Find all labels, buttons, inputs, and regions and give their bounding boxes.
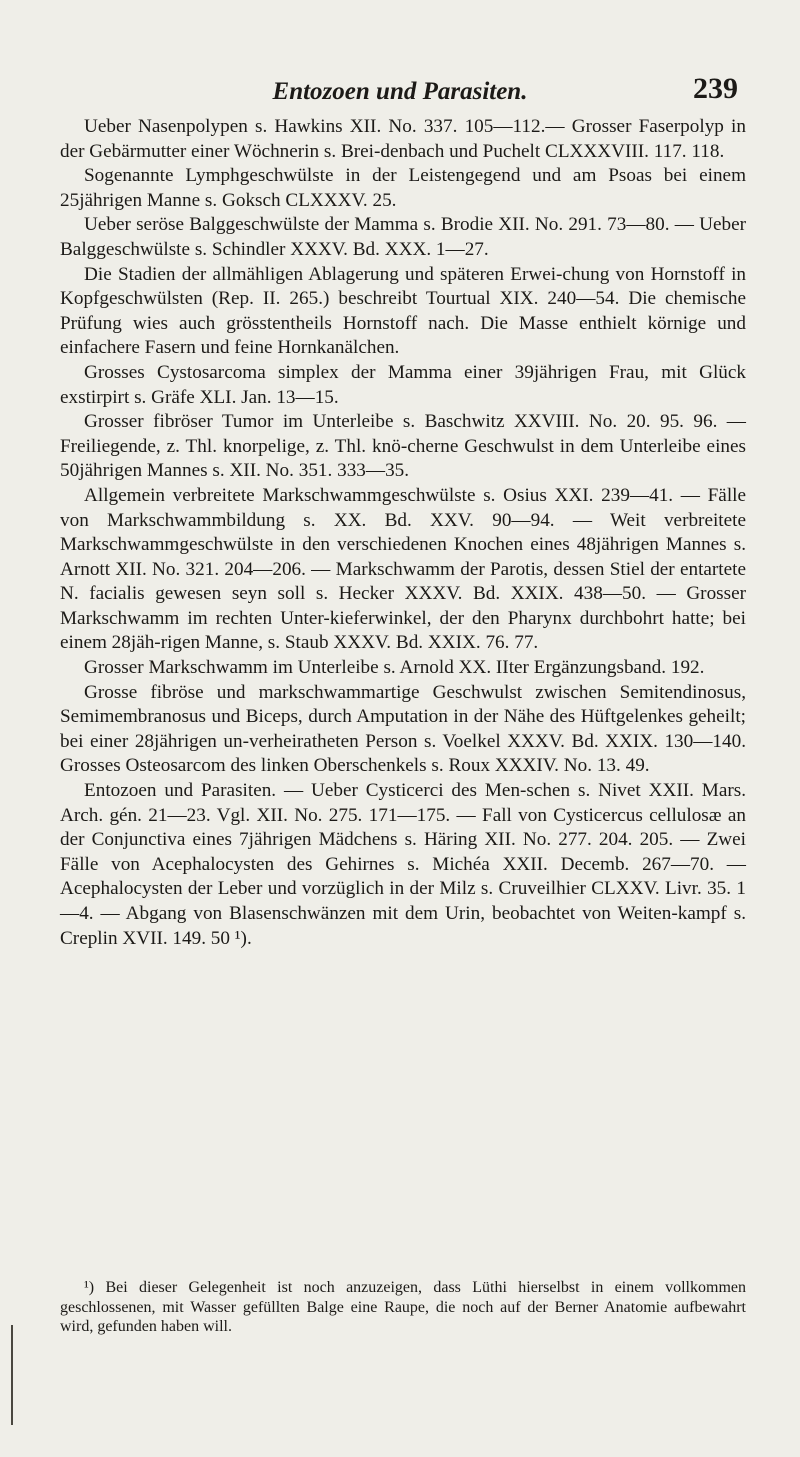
running-header-title: Entozoen und Parasiten. (272, 78, 528, 105)
paragraph-fibroeser-tumor: Grosser fibröser Tumor im Unterleibe s. Baschwitz XXVIII. No. 20. 95. 96. — Freiliegende, z. Thl. knorpelige, z. Thl. knö-cherne Geschwulst in dem Unterleibe eines 50jährigen Mannes s. XII. No. 351. 333—35. (60, 411, 746, 482)
paragraph-lymphgeschwuelste: Sogenannte Lymphgeschwülste in der Leistengegend und am Psoas bei einem 25jährigen Manne s. Goksch CLXXXV. 25. (60, 165, 746, 211)
page-number: 239 (693, 72, 738, 105)
body-text (60, 115, 746, 951)
footnote (60, 1278, 746, 1337)
footnote-text: ¹) Bei dieser Gelegenheit ist noch anzuzeigen, dass Lüthi hierselbst in einem vollkommen geschlossenen, mit Wasser gefüllten Balge eine Raupe, die noch auf der Berner Anatomie aufbewahrt wird, gefunden haben will. (60, 1279, 746, 1335)
paragraph-nasenpolypen: Ueber Nasenpolypen s. Hawkins XII. No. 337. 105—112.— Grosser Faserpolyp in der Gebärmutter einer Wöchnerin s. Brei-denbach und Puchelt CLXXXVIII. 117. 118. (60, 116, 746, 162)
paragraph-fibroese-geschwulst: Grosse fibröse und markschwammartige Geschwulst zwischen Semitendinosus, Semimembranosus und Biceps, durch Amputation in der Nähe des Hüftgelenkes geheilt; bei einer 28jährigen un-verheiratheten Person s. Voelkel XXXV. Bd. XXIX. 130—140. Grosses Osteosarcom des linken Oberschenkels s. Roux XXXIV. No. 13. 49. (60, 681, 746, 777)
page-edge-line (11, 1325, 13, 1425)
paragraph-cystosarcoma: Grosses Cystosarcoma simplex der Mamma einer 39jährigen Frau, mit Glück exstirpirt s. Gräfe XLI. Jan. 13—15. (60, 361, 746, 408)
paragraph-entozoen: Entozoen und Parasiten. — Ueber Cysticerci des Men-schen s. Nivet XXII. Mars. Arch. gén. 21—23. Vgl. XII. No. 275. 171—175. — Fall von Cysticercus cellulosæ an der Conjunctiva eines 7jährigen Mädchens s. Häring XII. No. 277. 204. 205. — Zwei Fälle von Acephalocysten des Gehirnes s. Michéa XXII. Decemb. 267—70. — Acephalocysten der Leber und vorzüglich in der Milz s. Cruveilhier CLXXV. Livr. 35. 1—4. — Abgang von Blasenschwänzen mit dem Urin, beobachtet von Weiten-kampf s. Creplin XVII. 149. 50 ¹). (60, 780, 746, 949)
paragraph-markschwamm-unterleib: Grosser Markschwamm im Unterleibe s. Arnold XX. IIter Ergänzungsband. 192. (84, 657, 705, 679)
paragraph-markschwamm: Allgemein verbreitete Markschwammgeschwülste s. Osius XXI. 239—41. — Fälle von Markschwammbildung s. XX. Bd. XXV. 90—94. — Weit verbreitete Markschwammgeschwülste in den verschiedenen Knochen eines 48jährigen Mannes s. Arnott XII. No. 321. 204—206. — Markschwamm der Parotis, dessen Stiel der entartete N. facialis gewesen seyn soll s. Hecker XXXV. Bd. XXIX. 438—50. — Grosser Markschwamm im rechten Unter-kieferwinkel, der den Pharynx durchbohrt hatte; bei einem 28jäh-rigen Manne, s. Staub XXXV. Bd. XXIX. 76. 77. (60, 484, 746, 654)
paragraph-balggeschwuelste: Ueber seröse Balggeschwülste der Mamma s. Brodie XII. No. 291. 73—80. — Ueber Balggeschwülste s. Schindler XXXV. Bd. XXX. 1—27. (60, 214, 746, 260)
paragraph-hornstoff: Die Stadien der allmähligen Ablagerung und späteren Erwei-chung von Hornstoff in Kopfgeschwülsten (Rep. II. 265.) beschreibt Tourtual XIX. 240—54. Die chemische Prüfung wies auch grösstentheils Hornstoff nach. Die Masse enthielt körnige und einfachere Fasern und feine Hornkanälchen. (60, 263, 746, 359)
